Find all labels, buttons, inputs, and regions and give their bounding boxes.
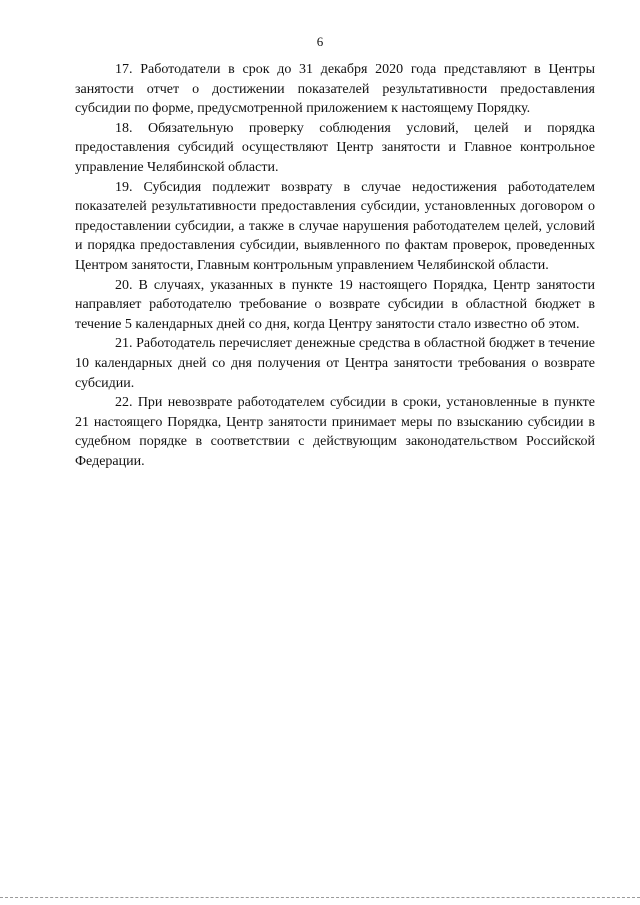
paragraph-19: 19. Субсидия подлежит возврату в случае недостижения работодателем показателей результативности предоставления субсидии, установленных договором о предоставлении субсидии, а также в случае нарушения работодателем целей, условий и порядка предоставления субсидии, выявленного по фактам проверок, проведенных Центром занятости, Главным контрольным управлением Челябинской области. — [75, 179, 595, 273]
page-number: 6 — [316, 34, 324, 49]
scan-edge-line — [0, 897, 640, 898]
document-body — [75, 60, 595, 471]
paragraph-18: 18. Обязательную проверку соблюдения условий, целей и порядка предоставления субсидий осуществляют Центр занятости и Главное контрольное управление Челябинской области. — [75, 120, 595, 175]
paragraph-17: 17. Работодатели в срок до 31 декабря 2020 года представляют в Центры занятости отчет о достижении показателей результативности предоставления субсидии по форме, предусмотренной приложением к настоящему Порядку. — [75, 62, 595, 117]
paragraph-20: 20. В случаях, указанных в пункте 19 настоящего Порядка, Центр занятости направляет работодателю требование о возврате субсидии в областной бюджет в течение 5 календарных дней со дня, когда Центру занятости стало известно об этом. — [75, 277, 595, 332]
paragraph-22: 22. При невозврате работодателем субсидии в сроки, установленные в пункте 21 настоящего Порядка, Центр занятости принимает меры по взысканию субсидии в судебном порядке в соответствии с действующим законодательством Российской Федерации. — [75, 395, 595, 469]
paragraph-21: 21. Работодатель перечисляет денежные средства в областной бюджет в течение 10 календарных дней со дня получения от Центра занятости требования о возврате субсидии. — [75, 336, 595, 391]
